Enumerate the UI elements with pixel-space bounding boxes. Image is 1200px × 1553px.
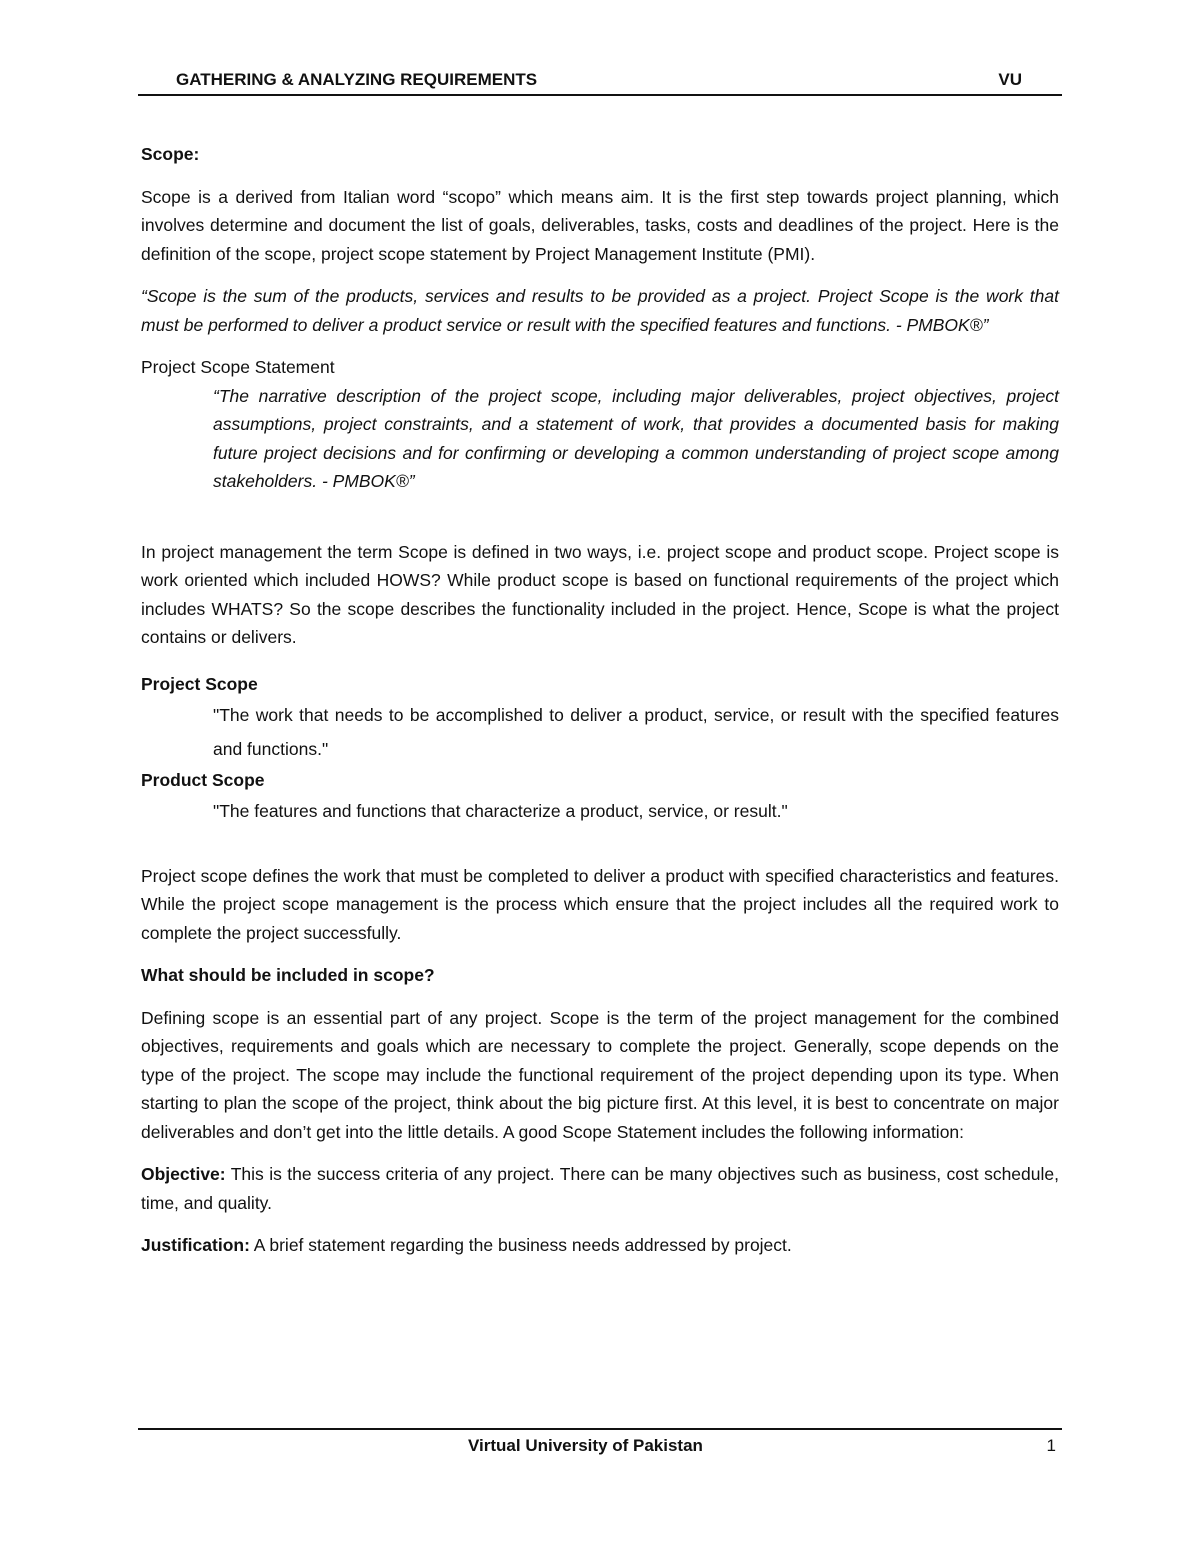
product-scope-heading: Product Scope	[141, 770, 265, 790]
page-footer	[138, 1428, 1062, 1455]
objective-label: Objective:	[141, 1164, 226, 1184]
objective-item	[141, 1160, 1059, 1217]
project-scope-statement-quote: “The narrative description of the project scope, including major deliverables, project objectives, project assumptions, project constraints, and a statement of work, that provides a documented basis for making future project decisions and for confirming or developing a common understanding of project scope among stakeholders. - PMBOK®”	[213, 385, 1059, 491]
scope-defines-paragraph: Project scope defines the work that must be completed to deliver a product with specified characteristics and features. While the project scope management is the process which ensure that the project includes all the required work to complete the project successfully.	[141, 865, 1059, 943]
header-title: GATHERING & ANALYZING REQUIREMENTS	[176, 70, 538, 89]
objective-text: This is the success criteria of any project. There can be many objectives such as business, cost schedule, time, and quality.	[141, 1164, 1059, 1213]
defining-scope-paragraph: Defining scope is an essential part of any project. Scope is the term of the project management for the combined objectives, requirements and goals which are necessary to complete the project. Generally, scope depends on the type of the project. The scope may include the functional requirement of the project depending upon its type. When starting to plan the scope of the project, think about the big picture first. At this level, it is best to concentrate on major deliverables and don’t get into the little details. A good Scope Statement includes the following information:	[141, 1007, 1059, 1142]
header-code: VU	[998, 70, 1022, 89]
scope-paragraph: Scope is a derived from Italian word “scopo” which means aim. It is the first step towards project planning, which involves determine and document the list of goals, deliverables, tasks, costs and deadlines of the project. Here is the definition of the scope, project scope statement by Project Management Institute (PMI).	[141, 186, 1059, 264]
project-scope-definition: "The work that needs to be accomplished to deliver a product, service, or result with the specified features and functions."	[213, 705, 1059, 759]
product-scope-definition: "The features and functions that characterize a product, service, or result."	[213, 800, 788, 821]
project-management-paragraph: In project management the term Scope is defined in two ways, i.e. project scope and product scope. Project scope is work oriented which included HOWS? While product scope is based on functional requirements of the project which includes WHATS? So the scope describes the functionality included in the project. Hence, Scope is what the project contains or delivers.	[141, 541, 1059, 647]
page-content	[141, 140, 1059, 1260]
page-header	[138, 68, 1062, 96]
page-number: 1	[1046, 1436, 1056, 1455]
pmbok-quote: “Scope is the sum of the products, services and results to be provided as a project. Project Scope is the work that must be performed to deliver a product service or result with the specified features and functions. - PMBOK®”	[141, 286, 1059, 335]
footer-university: Virtual University of Pakistan	[468, 1436, 703, 1455]
scope-heading: Scope:	[141, 144, 200, 164]
justification-item	[141, 1231, 1059, 1260]
project-scope-heading: Project Scope	[141, 673, 258, 694]
included-in-scope-heading: What should be included in scope?	[141, 965, 435, 985]
justification-label: Justification:	[141, 1235, 250, 1255]
justification-text: A brief statement regarding the business needs addressed by project.	[249, 1235, 792, 1255]
project-scope-statement-heading: Project Scope Statement	[141, 357, 335, 377]
